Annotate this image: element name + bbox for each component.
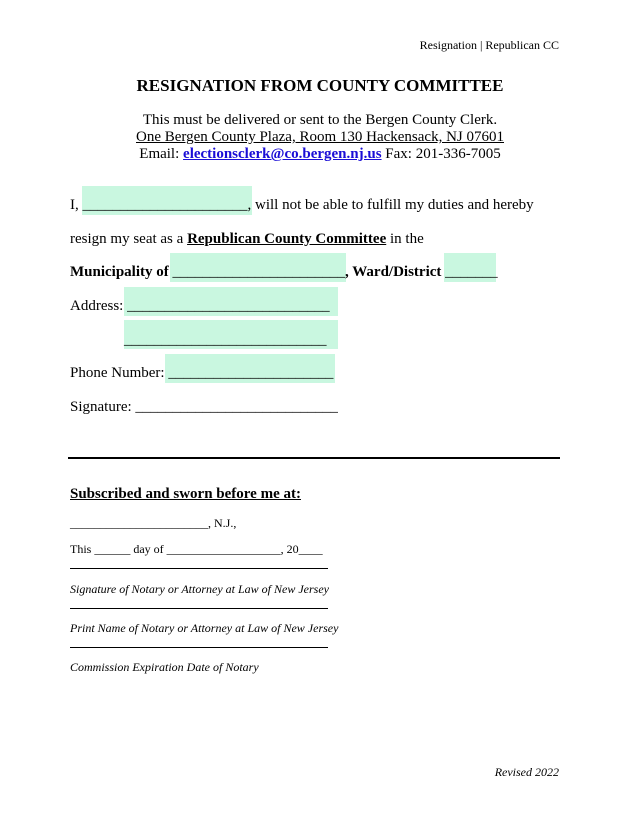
municipality-line bbox=[70, 264, 498, 281]
statement-line2-prefix: resign my seat as a bbox=[70, 231, 188, 247]
address-line bbox=[70, 298, 330, 315]
notary-print-name-caption: Print Name of Notary or Attorney at Law of New Jersey bbox=[70, 621, 339, 635]
clerk-address: One Bergen County Plaza, Room 130 Hackensack, NJ 07601 bbox=[136, 129, 504, 145]
clerk-email-link[interactable]: electionsclerk@co.bergen.nj.us bbox=[183, 146, 382, 162]
name-blank: ______________________ bbox=[82, 197, 248, 213]
section-divider bbox=[68, 457, 560, 459]
ward-label: , Ward/District bbox=[345, 264, 446, 280]
signature-label: Signature: bbox=[70, 399, 136, 415]
phone-line bbox=[70, 365, 333, 382]
committee-name: Republican County Committee bbox=[187, 231, 387, 247]
fax-text: Fax: 201-336-7005 bbox=[381, 146, 501, 162]
notary-signature-rule bbox=[70, 568, 328, 569]
address-blank: ___________________________ bbox=[127, 298, 330, 314]
address-line-2 bbox=[124, 332, 327, 349]
notary-heading: Subscribed and sworn before me at: bbox=[70, 486, 301, 502]
statement-line2-suffix: in the bbox=[386, 231, 424, 247]
notary-location-line bbox=[70, 516, 236, 531]
notary-date-line: This ______ day of ___________________, 20____ bbox=[70, 542, 323, 556]
phone-label: Phone Number: bbox=[70, 365, 169, 381]
revision-note: Revised 2022 bbox=[494, 765, 559, 779]
email-label: Email: bbox=[139, 146, 184, 162]
notary-print-name-rule bbox=[70, 608, 328, 609]
document-tag: Resignation | Republican CC bbox=[419, 38, 559, 52]
municipality-label: Municipality of bbox=[70, 264, 173, 280]
location-blank: _______________________ bbox=[70, 516, 208, 530]
municipality-blank: _______________________ bbox=[172, 264, 346, 280]
address-blank-2: ___________________________ bbox=[124, 332, 327, 348]
resignation-statement-line-1 bbox=[70, 197, 534, 214]
instruction-line-1: This must be delivered or sent to the Bergen County Clerk. bbox=[142, 112, 498, 128]
address-label: Address: bbox=[70, 298, 128, 314]
statement-prefix: I, bbox=[70, 197, 83, 213]
notary-signature-caption: Signature of Notary or Attorney at Law of New Jersey bbox=[70, 582, 329, 596]
commission-date-rule bbox=[70, 647, 328, 648]
contact-line bbox=[0, 146, 640, 163]
ward-blank: _______ bbox=[445, 264, 498, 280]
page-title: RESIGNATION FROM COUNTY COMMITTEE bbox=[136, 76, 504, 95]
signature-line bbox=[70, 399, 338, 416]
signature-blank: ___________________________ bbox=[135, 399, 338, 415]
commission-date-caption: Commission Expiration Date of Notary bbox=[70, 660, 259, 674]
location-suffix: , N.J., bbox=[208, 516, 237, 530]
statement-suffix: , will not be able to fulfill my duties and hereby bbox=[247, 197, 534, 213]
phone-blank: ______________________ bbox=[168, 365, 334, 381]
resignation-statement-line-2 bbox=[70, 231, 424, 248]
